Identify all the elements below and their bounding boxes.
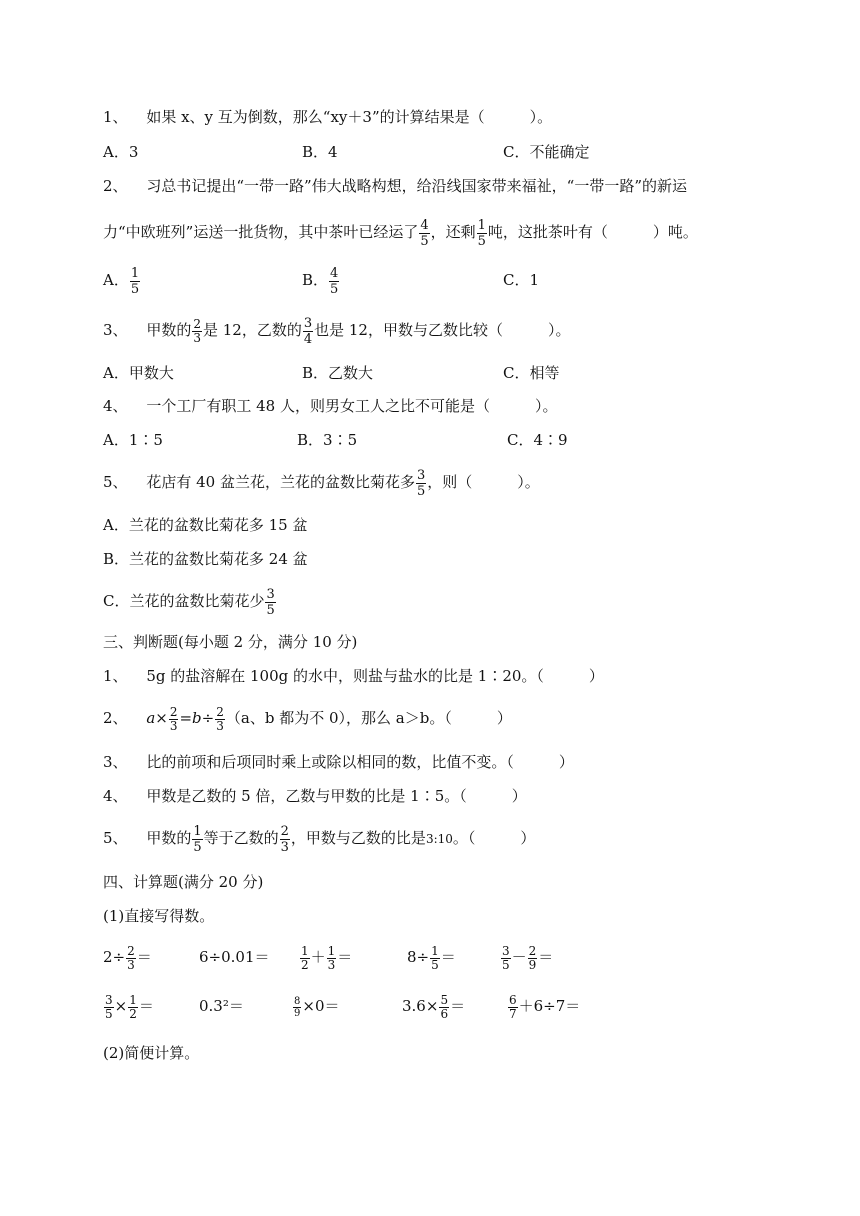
question-text: 习总书记提出“一带一路”伟大战略构想，给沿线国家带来福祉，“一带一路”的新运	[146, 177, 688, 195]
question-text: ，则（ ）。	[427, 473, 540, 491]
calc-item: $\frac{3}{5}$ × $\frac{1}{2}$ ＝	[105, 992, 154, 1021]
judge-1	[103, 666, 604, 686]
calc-item: 2÷ $\frac{2}{3}$ ＝	[103, 943, 152, 972]
question-number: 1、	[103, 667, 128, 685]
judge-4	[103, 786, 527, 806]
option-c: C．1	[503, 271, 540, 289]
calc-item: $\frac{3}{5}$ － $\frac{2}{9}$ ＝	[502, 943, 554, 972]
question-text: 5g 的盐溶解在 100g 的水中，则盐与盐水的比是 1∶20。（ ）	[146, 667, 604, 685]
question-number: 4、	[103, 787, 128, 805]
fraction: $\frac{3}{5}$	[266, 586, 275, 618]
fraction: $\frac{2}{9}$	[528, 943, 537, 972]
question-text: 也是 12，甲数与乙数比较（ ）。	[314, 321, 571, 339]
fraction: $\frac{4}{5}$	[420, 217, 429, 249]
calc-item: 8÷ $\frac{1}{5}$ ＝	[407, 943, 456, 972]
option-b: B．3∶5	[297, 431, 358, 449]
question-text: 甲数的	[146, 829, 192, 847]
option-c: C．不能确定	[503, 143, 590, 161]
calc-item: 3.6× $\frac{5}{6}$ ＝	[402, 992, 466, 1021]
fraction: $\frac{2}{3}$	[216, 704, 224, 733]
calc-item: 6÷0.01＝	[199, 948, 270, 966]
ratio-text: 3:10	[425, 832, 453, 846]
fraction: $\frac{1}{2}$	[301, 943, 309, 972]
question-text: ，还剩	[430, 223, 476, 241]
section-heading: 四、计算题(满分 20 分)	[103, 873, 264, 891]
question-4	[103, 396, 557, 416]
fraction: $\frac{1}{3}$	[327, 943, 336, 972]
question-5	[103, 464, 540, 500]
sub-heading: (1)直接写得数。	[103, 907, 215, 925]
option-a: A． $\frac{1}{5}$	[103, 265, 140, 297]
question-3	[103, 313, 570, 347]
calc-item: 0.3²＝	[199, 997, 244, 1015]
calc-item: $\frac{1}{2}$ ＋ $\frac{1}{3}$ ＝	[301, 943, 353, 972]
question-number: 3、	[103, 321, 128, 339]
option-a: A．兰花的盆数比菊花多 15 盆	[103, 516, 308, 534]
question-text: 一个工厂有职工 48 人，则男女工人之比不可能是（ ）。	[146, 397, 558, 415]
option-b: B．4	[302, 143, 338, 161]
option-b: B．兰花的盆数比菊花多 24 盆	[103, 550, 308, 568]
fraction: $\frac{2}{3}$	[280, 823, 289, 855]
fraction: $\frac{2}{3}$	[193, 316, 201, 345]
option-b: B．乙数大	[302, 364, 374, 382]
fraction: $\frac{4}{5}$	[330, 265, 339, 297]
fraction: $\frac{1}{5}$	[193, 823, 202, 855]
fraction: $\frac{3}{5}$	[416, 467, 426, 499]
judge-3	[103, 752, 574, 772]
judge-2	[103, 700, 512, 736]
option-c: C．4∶9	[507, 431, 568, 449]
judge-5	[103, 820, 535, 857]
question-text: 甲数的	[146, 321, 192, 339]
option-c: C．相等	[503, 364, 560, 382]
question-1	[103, 107, 552, 127]
option-c: C．兰花的盆数比菊花少 $\frac{3}{5}$	[103, 586, 275, 618]
math-text: a×	[146, 709, 168, 727]
fraction: $\frac{3}{5}$	[502, 943, 510, 972]
fraction: $\frac{6}{7}$	[509, 992, 517, 1021]
question-number: 5、	[103, 473, 128, 491]
fraction: $\frac{3}{5}$	[105, 992, 113, 1021]
fraction: $\frac{2}{3}$	[169, 704, 178, 733]
math-text: =b÷	[179, 709, 215, 727]
option-b: B． $\frac{4}{5}$	[302, 265, 339, 297]
question-number: 1、	[103, 108, 128, 126]
option-a: A．1∶5	[103, 431, 163, 449]
question-text: 是 12，乙数的	[202, 321, 302, 339]
fraction: $\frac{3}{4}$	[303, 315, 313, 347]
question-2	[103, 176, 687, 196]
calc-item: $\frac{6}{7}$ ＋6÷7＝	[509, 992, 581, 1021]
question-text: 。（ ）	[452, 829, 536, 847]
fraction: $\frac{1}{5}$	[477, 217, 486, 249]
section-heading: 三、判断题(每小题 2 分，满分 10 分)	[103, 633, 358, 651]
question-text: 等于乙数的	[203, 829, 279, 847]
fraction: $\frac{1}{5}$	[130, 265, 140, 297]
fraction: $\frac{5}{6}$	[440, 992, 449, 1021]
question-text: 花店有 40 盆兰花，兰花的盆数比菊花多	[146, 473, 415, 491]
option-a: A．3	[103, 143, 139, 161]
question-number: 2、	[103, 177, 128, 195]
question-2-line-2	[103, 214, 698, 250]
question-text: 比的前项和后项同时乘上或除以相同的数，比值不变。（ ）	[146, 753, 574, 771]
question-number: 2、	[103, 709, 128, 727]
question-text: （a、b 都为不 0），那么 a＞b。（ ）	[225, 709, 512, 727]
sub-heading: (2)简便计算。	[103, 1044, 200, 1062]
question-text: 力“中欧班列”运送一批货物，其中茶叶已经运了	[103, 223, 419, 241]
question-number: 3、	[103, 753, 128, 771]
option-a: A．甲数大	[103, 364, 174, 382]
fraction: $\frac{1}{2}$	[129, 992, 137, 1021]
fraction: $\frac{2}{3}$	[127, 943, 135, 972]
question-number: 4、	[103, 397, 128, 415]
fraction: $\frac{8}{9}$	[294, 995, 301, 1019]
question-text: 甲数是乙数的 5 倍，乙数与甲数的比是 1∶5。（ ）	[146, 787, 527, 805]
question-text: 吨，这批茶叶有（ ）吨。	[487, 223, 698, 241]
question-text: ，甲数与乙数的比是	[290, 829, 426, 847]
calc-item: $\frac{8}{9}$ ×0＝	[294, 995, 340, 1019]
fraction: $\frac{1}{5}$	[431, 943, 439, 972]
question-text: 如果 x、y 互为倒数，那么“xy＋3”的计算结果是（ ）。	[146, 108, 553, 126]
question-number: 5、	[103, 829, 128, 847]
